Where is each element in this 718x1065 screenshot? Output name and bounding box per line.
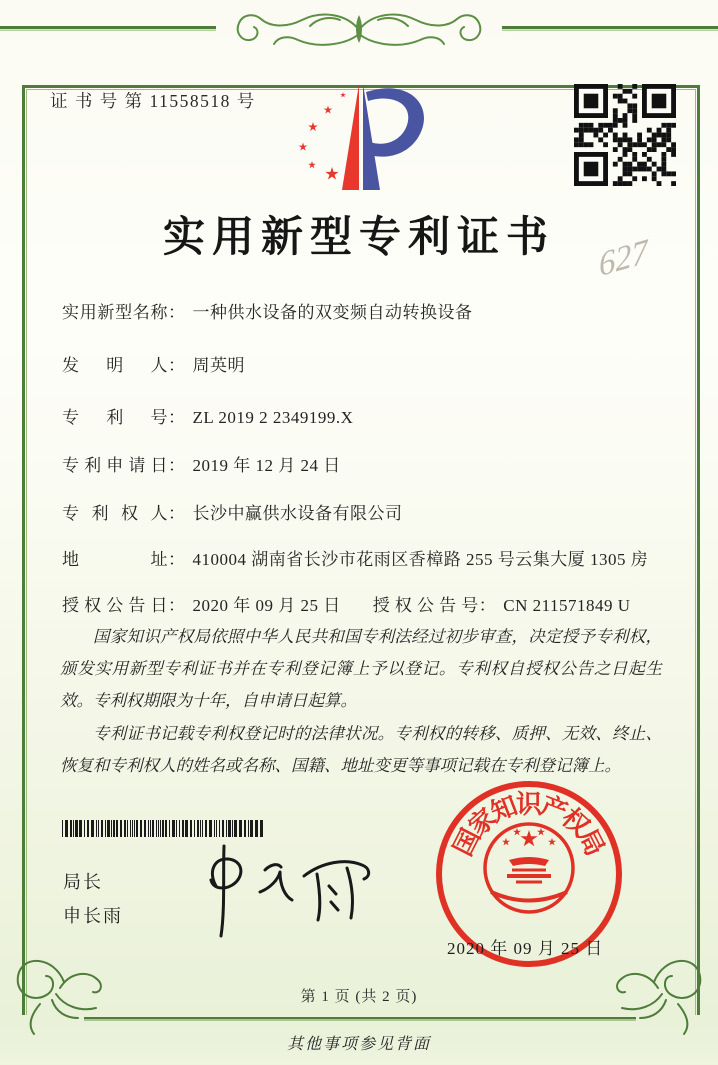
colon: ： — [168, 550, 186, 569]
qr-code-icon — [574, 84, 676, 186]
svg-text:产: 产 — [536, 790, 572, 828]
field-label-name: 实用新型名称 — [62, 303, 168, 322]
svg-text:权: 权 — [556, 802, 595, 842]
field-label-grant-number: 授权公告号 — [372, 596, 479, 615]
colon: ： — [168, 504, 186, 523]
colon: ： — [168, 356, 186, 375]
field-label-patentee: 专利权人 — [62, 504, 168, 523]
certificate-body-text — [60, 621, 662, 782]
bottom-corner-flourishes — [0, 942, 718, 1037]
body-paragraph-1: 国家知识产权局依照中华人民共和国专利法经过初步审查，决定授予专利权，颁发实用新型专利证书并在专利登记簿上予以登记。专利权自授权公告之日起生效。专利权期限为十年，自申请日起算。 — [60, 627, 662, 711]
field-value-patent-number: ZL 2019 2 2349199.X — [192, 408, 354, 427]
svg-text:国: 国 — [448, 824, 486, 861]
field-row-patent-number — [62, 403, 353, 428]
colon: ： — [168, 303, 186, 322]
barcode-icon — [62, 820, 267, 837]
svg-text:家: 家 — [463, 802, 502, 842]
field-label-patent-number: 专利号 — [62, 408, 168, 427]
colon: ： — [168, 456, 186, 475]
cnipa-logo-icon — [286, 70, 436, 205]
director-name: 申长雨 — [63, 906, 123, 926]
svg-text:知: 知 — [486, 790, 522, 828]
back-note: 其他事项参见背面 — [286, 1036, 431, 1053]
colon: ： — [478, 596, 497, 615]
field-label-inventor: 发明人 — [62, 356, 168, 375]
field-row-grant — [62, 591, 631, 616]
field-value-patentee: 长沙中赢供水设备有限公司 — [192, 504, 403, 523]
field-label-filing-date: 专利申请日 — [62, 456, 168, 475]
colon: ： — [168, 596, 186, 615]
colon: ： — [168, 408, 186, 427]
director-signature-icon — [176, 836, 391, 944]
certificate-number: 证 书 号 第 11558518 号 — [50, 91, 256, 111]
svg-text:局: 局 — [572, 824, 610, 861]
field-value-address: 410004 湖南省长沙市花雨区香樟路 255 号云集大厦 1305 房 — [192, 550, 649, 569]
page-number: 第 1 页 (共 2 页) — [300, 989, 418, 1005]
field-row-name — [62, 298, 473, 323]
national-emblem-icon — [485, 824, 573, 912]
director-title: 局长 — [63, 872, 103, 892]
pencil-handwritten-mark: 627 — [597, 232, 650, 285]
svg-text:识: 识 — [515, 790, 543, 819]
certificate-title: 实用新型专利证书 — [162, 215, 555, 261]
field-value-name: 一种供水设备的双变频自动转换设备 — [192, 303, 473, 322]
seal-date: 2020 年 09 月 25 日 — [447, 939, 604, 958]
top-ornament-flourish — [0, 0, 718, 60]
field-value-inventor: 周英明 — [192, 356, 245, 375]
field-label-grant-date: 授权公告日 — [62, 596, 168, 615]
field-row-filing-date — [62, 451, 341, 476]
field-row-address — [62, 545, 648, 570]
field-row-inventor — [62, 351, 245, 376]
field-value-grant-date: 2020 年 09 月 25 日 — [192, 596, 341, 615]
field-row-patentee — [62, 499, 403, 524]
field-value-filing-date: 2019 年 12 月 24 日 — [192, 456, 341, 475]
body-paragraph-2: 专利证书记载专利权登记时的法律状况。专利权的转移、质押、无效、终止、恢复和专利权人的姓名或名称、国籍、地址变更等事项记载在专利登记簿上。 — [60, 723, 662, 775]
field-value-grant-number: CN 211571849 U — [503, 596, 631, 615]
field-label-address: 地址 — [62, 550, 168, 569]
